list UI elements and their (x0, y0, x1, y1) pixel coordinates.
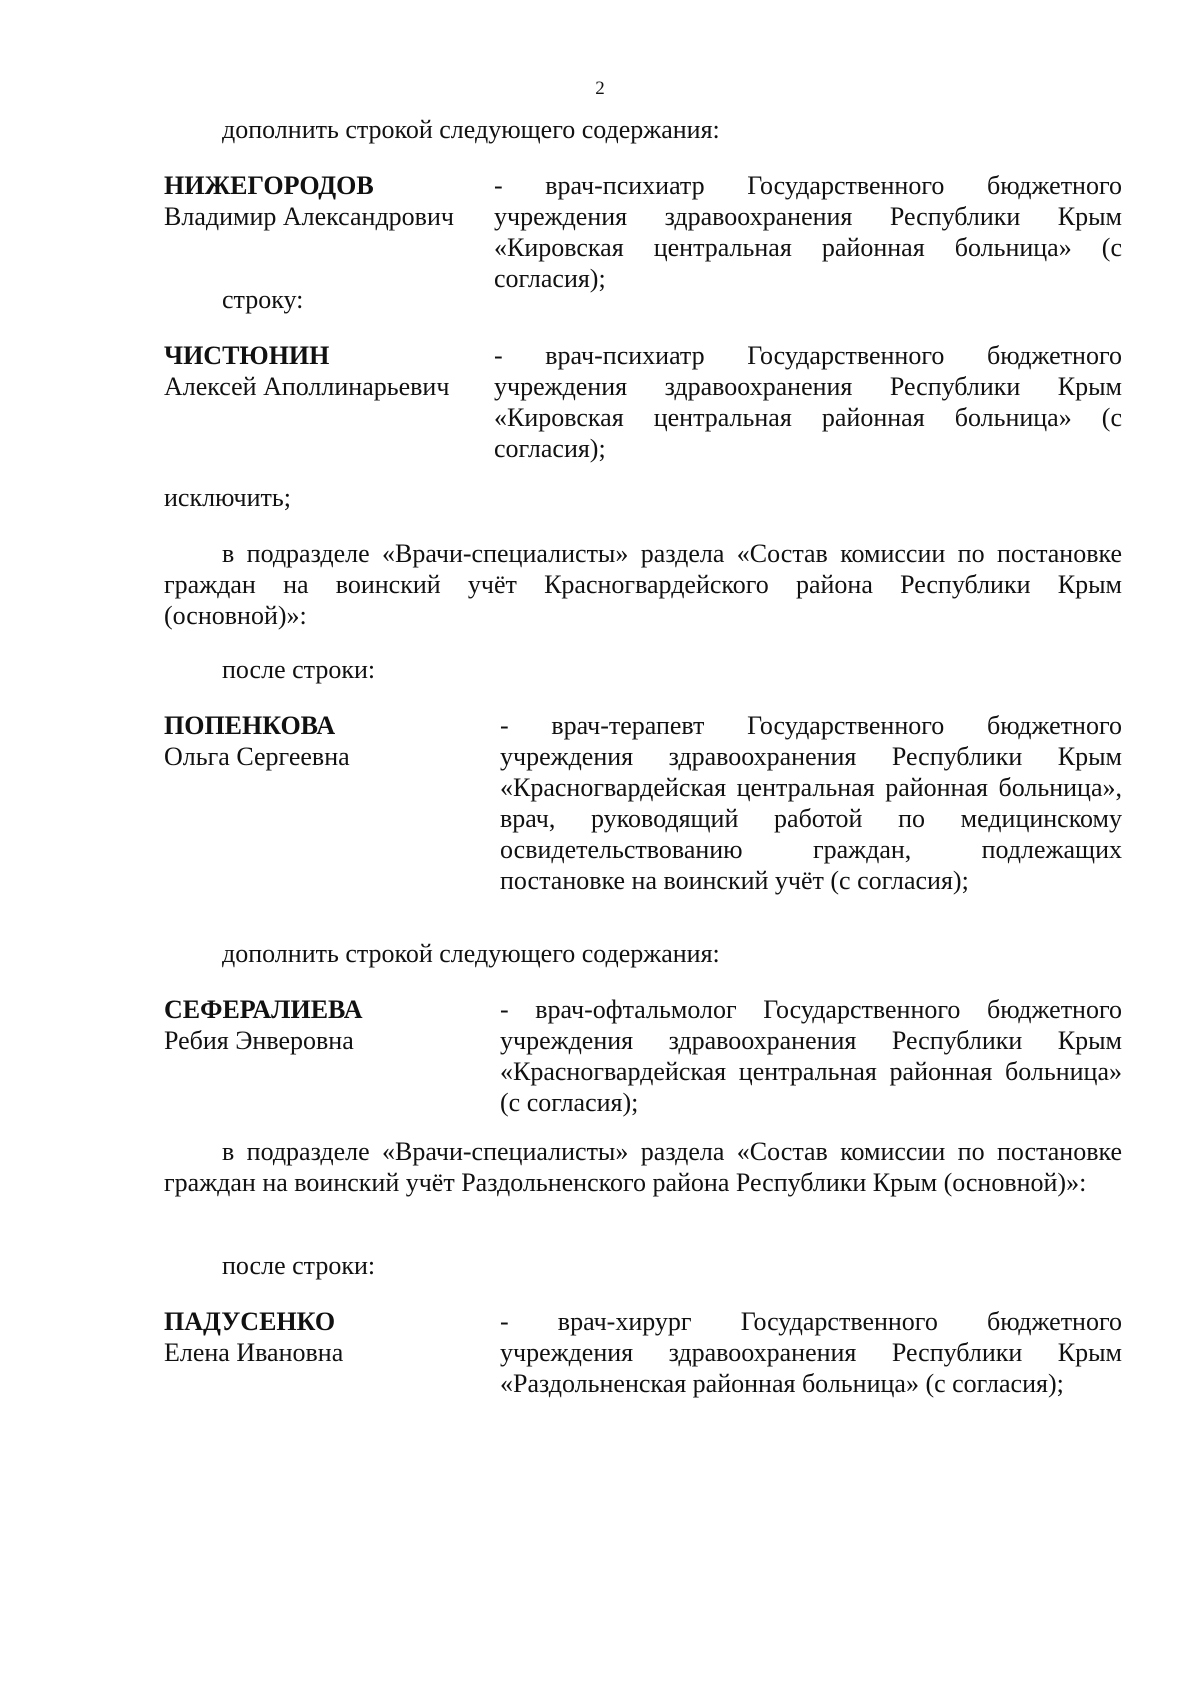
member-name (164, 170, 494, 232)
member-surname: НИЖЕГОРОДОВ (164, 171, 374, 200)
subsection-paragraph-razdolnensky (164, 1136, 1122, 1198)
member-name (164, 994, 504, 1056)
instruction-after-line: после строки: (222, 655, 376, 684)
paragraph-text: в подразделе «Врачи-специалисты» раздела «Состав комиссии по постановке граждан на воинский учёт Красногвардейского района Республики Крым (основной)»: (164, 539, 1122, 630)
member-name (164, 710, 504, 772)
member-description: - врач-хирург Государственного бюджетного учреждения здравоохранения Республики Крым «Раздольненская районная больница» (с согласия); (500, 1307, 1122, 1398)
member-surname: ПОПЕНКОВА (164, 711, 336, 740)
member-name (164, 1306, 504, 1368)
instruction-add-line: дополнить строкой следующего содержания: (222, 115, 720, 144)
member-surname: СЕФЕРАЛИЕВА (164, 995, 363, 1024)
member-description: - врач-психиатр Государственного бюджетного учреждения здравоохранения Республики Крым «Кировская центральная районная больница» (с согласия); (494, 171, 1122, 293)
member-description: - врач-офтальмолог Государственного бюджетного учреждения здравоохранения Республики Крым «Красногвардейская центральная районная больница» (с согласия); (500, 995, 1122, 1117)
member-name (164, 340, 494, 402)
page-number: 2 (595, 78, 605, 99)
member-given-name: Ольга Сергеевна (164, 742, 350, 771)
member-given-name: Владимир Александрович (164, 202, 454, 231)
subsection-paragraph-krasnogvardeysky (164, 538, 1122, 631)
member-given-name: Елена Ивановна (164, 1338, 344, 1367)
member-description: - врач-психиатр Государственного бюджетного учреждения здравоохранения Республики Крым «Кировская центральная районная больница» (с согласия); (494, 341, 1122, 463)
paragraph-text: в подразделе «Врачи-специалисты» раздела «Состав комиссии по постановке граждан на воинский учёт Раздольненского района Республики Крым (основной)»: (164, 1137, 1122, 1197)
member-surname: ПАДУСЕНКО (164, 1307, 336, 1336)
instruction-add-line: дополнить строкой следующего содержания: (222, 939, 720, 968)
member-given-name: Ребия Энверовна (164, 1026, 354, 1055)
member-surname: ЧИСТЮНИН (164, 341, 330, 370)
instruction-exclude: исключить; (164, 483, 291, 512)
member-given-name: Алексей Аполлинарьевич (164, 372, 450, 401)
member-description: - врач-терапевт Государственного бюджетного учреждения здравоохранения Республики Крым «Красногвардейская центральная районная больница», врач, руководящий работой по медицинскому освидетельствованию граждан, подлежащих постановке на воинский учёт (с согласия); (500, 711, 1122, 895)
instruction-line: строку: (222, 285, 304, 314)
instruction-after-line: после строки: (222, 1251, 376, 1280)
